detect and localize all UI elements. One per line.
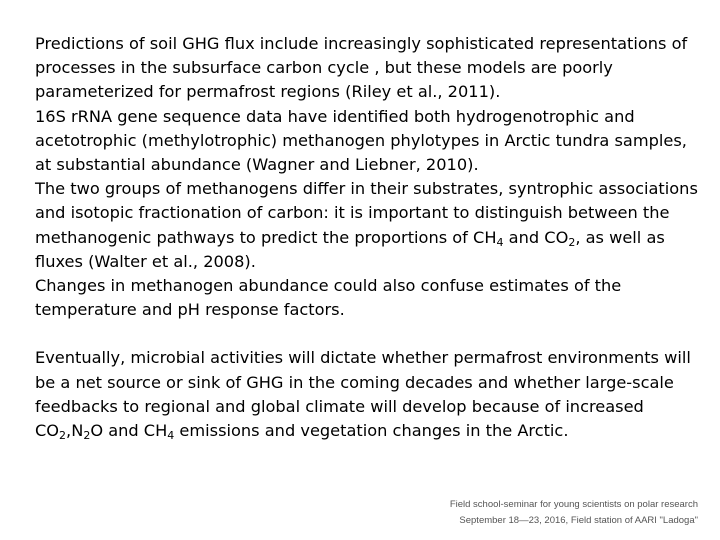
subscript: 2: [568, 235, 576, 249]
paragraph-gap: [35, 322, 705, 346]
paragraph-ghg-predictions: Predictions of soil GHG flux include increasingly sophisticated representations of processes in the subsurface carbon cycle , but these models are poorly parameterized for permafrost regions (Riley et al., 2011).: [35, 34, 688, 102]
text-segment: emissions and vegetation changes in the Arctic.: [174, 421, 569, 441]
subscript: 2: [59, 429, 67, 443]
paragraph-methanogen-groups: [35, 177, 705, 274]
footer-event-title: Field school-seminar for young scientists on polar research: [449, 499, 698, 510]
subscript: 4: [167, 429, 175, 443]
text-segment: ,N: [66, 421, 84, 441]
subscript: 4: [496, 235, 504, 249]
slide-footer: [450, 497, 698, 529]
paragraph-methanogen-abundance: Changes in methanogen abundance could also confuse estimates of the temperature and pH response factors.: [35, 276, 622, 320]
paragraph-conclusion: [35, 346, 705, 443]
text-segment: Eventually, microbial activities will dictate whether permafrost environments will be a net source or sink of GHG in the coming decades and whether large-scale feedbacks to regional and global climate will develop because of increased CO: [35, 348, 691, 441]
subscript: 2: [83, 429, 91, 443]
text-segment: O and CH: [90, 421, 168, 441]
text-segment: , as well as fluxes (Walter et al., 2008).: [35, 227, 665, 271]
slide-body: [35, 32, 705, 443]
text-segment: The two groups of methanogens differ in their substrates, syntrophic associations and isotopic fractionation of carbon: it is important to distinguish between the methanogenic pathways to predict the proportions of CH: [35, 179, 698, 247]
text-segment: and CO: [503, 227, 569, 247]
footer-event-date-location: September 18—23, 2016, Field station of AARI "Ladoga": [459, 515, 698, 526]
paragraph-rrna-data: 16S rRNA gene sequence data have identified both hydrogenotrophic and acetotrophic (methylotrophic) methanogen phylotypes in Arctic tundra samples, at substantial abundance (Wagner and Liebner, 2010).: [35, 106, 687, 175]
